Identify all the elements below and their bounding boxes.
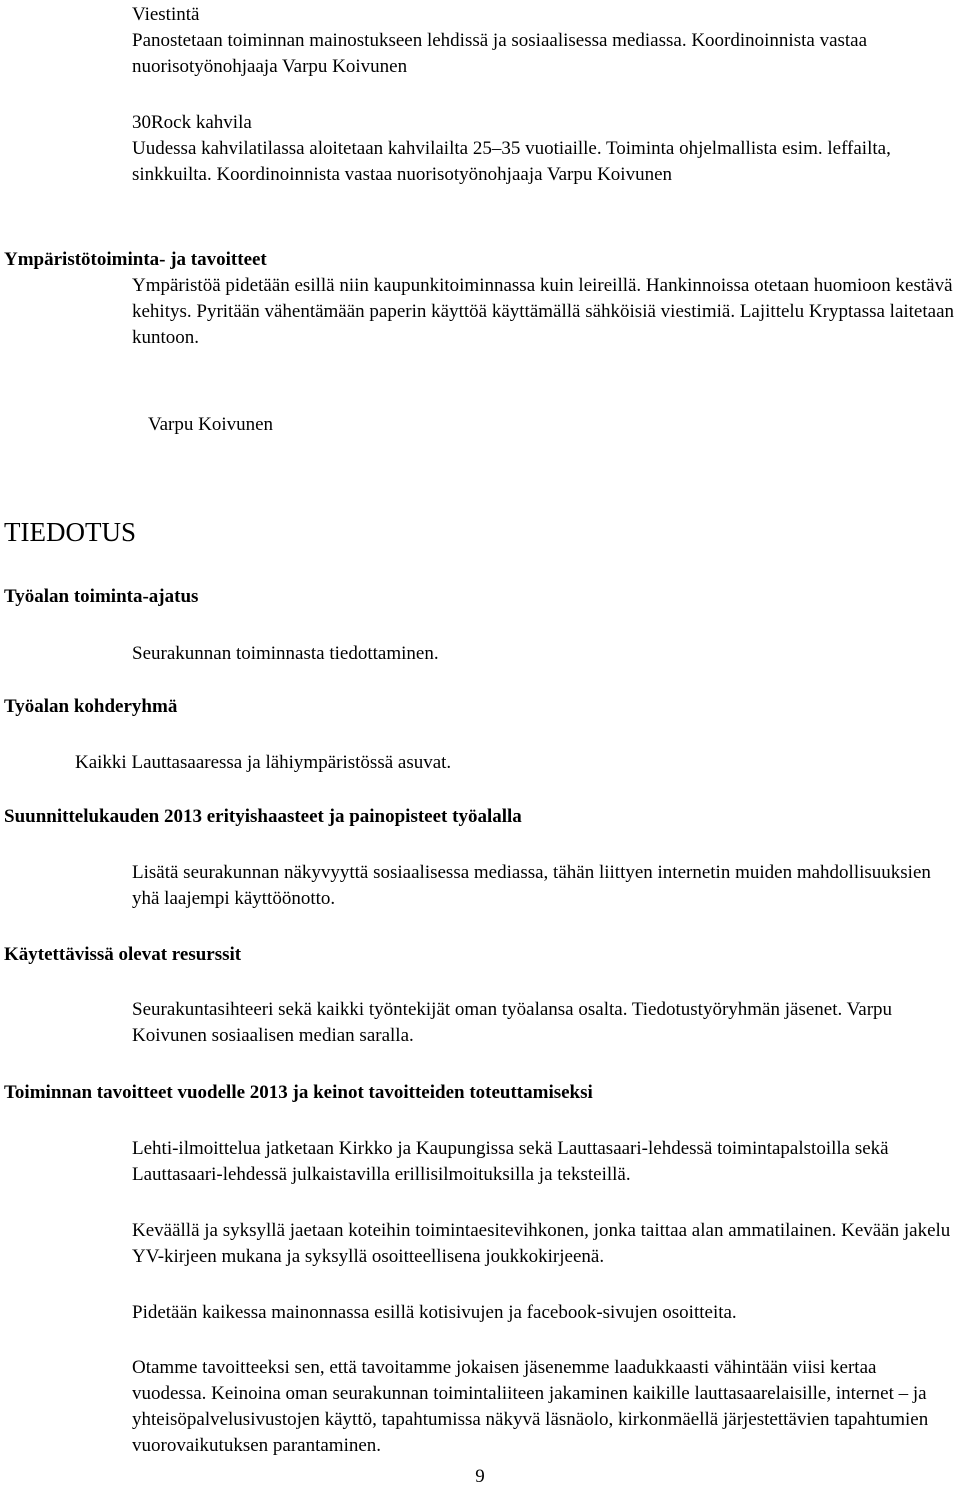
resurssit-text — [132, 997, 954, 1049]
ymparisto-text — [132, 273, 954, 351]
rock-title: 30Rock kahvila — [132, 112, 252, 133]
viestinta-text: Panostetaan toiminnan mainostukseen lehdissä ja sosiaalisessa mediassa. Koordinoinnista vastaa nuorisotyönohjaaja Varpu Koivunen — [132, 30, 868, 77]
rock-section — [132, 110, 954, 188]
resurssit-paragraph: Seurakuntasihteeri sekä kaikki työntekijät oman työalansa osalta. Tiedotustyöryhmän jäsenet. Varpu Koivunen sosiaalisen median saralla. — [132, 999, 893, 1046]
page-number: 9 — [475, 1466, 485, 1487]
section-title: TIEDOTUS — [4, 517, 136, 547]
tavoitteet-paragraph-3: Pidetään kaikessa mainonnassa esillä kotisivujen ja facebook-sivujen osoitteita. — [132, 1302, 737, 1323]
tavoitteet-paragraph-2: Keväällä ja syksyllä jaetaan koteihin toimintaesitevihkonen, jonka taittaa alan ammatilainen. Kevään jakelu YV-kirjeen mukana ja syksyllä osoitteellisena joukkokirjeenä. — [132, 1220, 951, 1267]
toiminta-ajatus-text: Seurakunnan toiminnasta tiedottaminen. — [132, 643, 439, 664]
rock-text: Uudessa kahvilatilassa aloitetaan kahvilailta 25–35 vuotiaille. Toiminta ohjelmallista esim. leffailta, sinkkuilta. Koordinoinnista vastaa nuorisotyönohjaaja Varpu Koivunen — [132, 138, 891, 185]
painopisteet-paragraph: Lisätä seurakunnan näkyvyyttä sosiaalisessa mediassa, tähän liittyen internetin muiden mahdollisuuksien yhä laajempi käyttöönotto. — [132, 862, 931, 909]
painopisteet-heading: Suunnittelukauden 2013 erityishaasteet ja painopisteet työalalla — [4, 806, 522, 827]
resurssit-heading: Käytettävissä olevat resurssit — [4, 944, 242, 965]
tavoitteet-p1 — [132, 1136, 954, 1188]
signature: Varpu Koivunen — [148, 414, 274, 435]
tavoitteet-heading: Toiminnan tavoitteet vuodelle 2013 ja keinot tavoitteiden toteuttamiseksi — [4, 1082, 593, 1103]
tavoitteet-p2 — [132, 1218, 954, 1270]
tavoitteet-p4 — [132, 1355, 954, 1459]
viestinta-section — [132, 2, 954, 80]
kohderyhma-heading: Työalan kohderyhmä — [4, 696, 178, 717]
ymparisto-heading: Ympäristötoiminta- ja tavoitteet — [4, 249, 267, 270]
tavoitteet-p3 — [132, 1300, 954, 1326]
painopisteet-text — [132, 860, 954, 912]
ymparisto-paragraph: Ympäristöä pidetään esillä niin kaupunkitoiminnassa kuin leireillä. Hankinnoissa otetaan huomioon kestävä kehitys. Pyritään vähentämään paperin käyttöä käyttämällä sähköisiä viestimiä. Lajittelu Kryptassa laitetaan kuntoon. — [132, 275, 955, 348]
viestinta-title: Viestintä — [132, 4, 200, 25]
tavoitteet-paragraph-4: Otamme tavoitteeksi sen, että tavoitamme jokaisen jäsenemme laadukkaasti vähintään viisi kertaa vuodessa. Keinoina oman seurakunnan toimintaliiteen jakaminen kaikille lauttasaarelaisille, internet – ja yhteisöpalvelusivustojen käyttö, tapahtumissa näkyvä läsnäolo, kirkonmäellä järjestettävien tapahtumien vuorovaikutuksen parantaminen. — [132, 1357, 929, 1456]
kohderyhma-text: Kaikki Lauttasaaressa ja lähiympäristössä asuvat. — [75, 752, 452, 773]
tavoitteet-paragraph-1: Lehti-ilmoittelua jatketaan Kirkko ja Kaupungissa sekä Lauttasaari-lehdessä toimintapalstoilla sekä Lauttasaari-lehdessä julkaistavilla erillisilmoituksilla ja teksteillä. — [132, 1138, 889, 1185]
toiminta-ajatus-heading: Työalan toiminta-ajatus — [4, 586, 199, 607]
